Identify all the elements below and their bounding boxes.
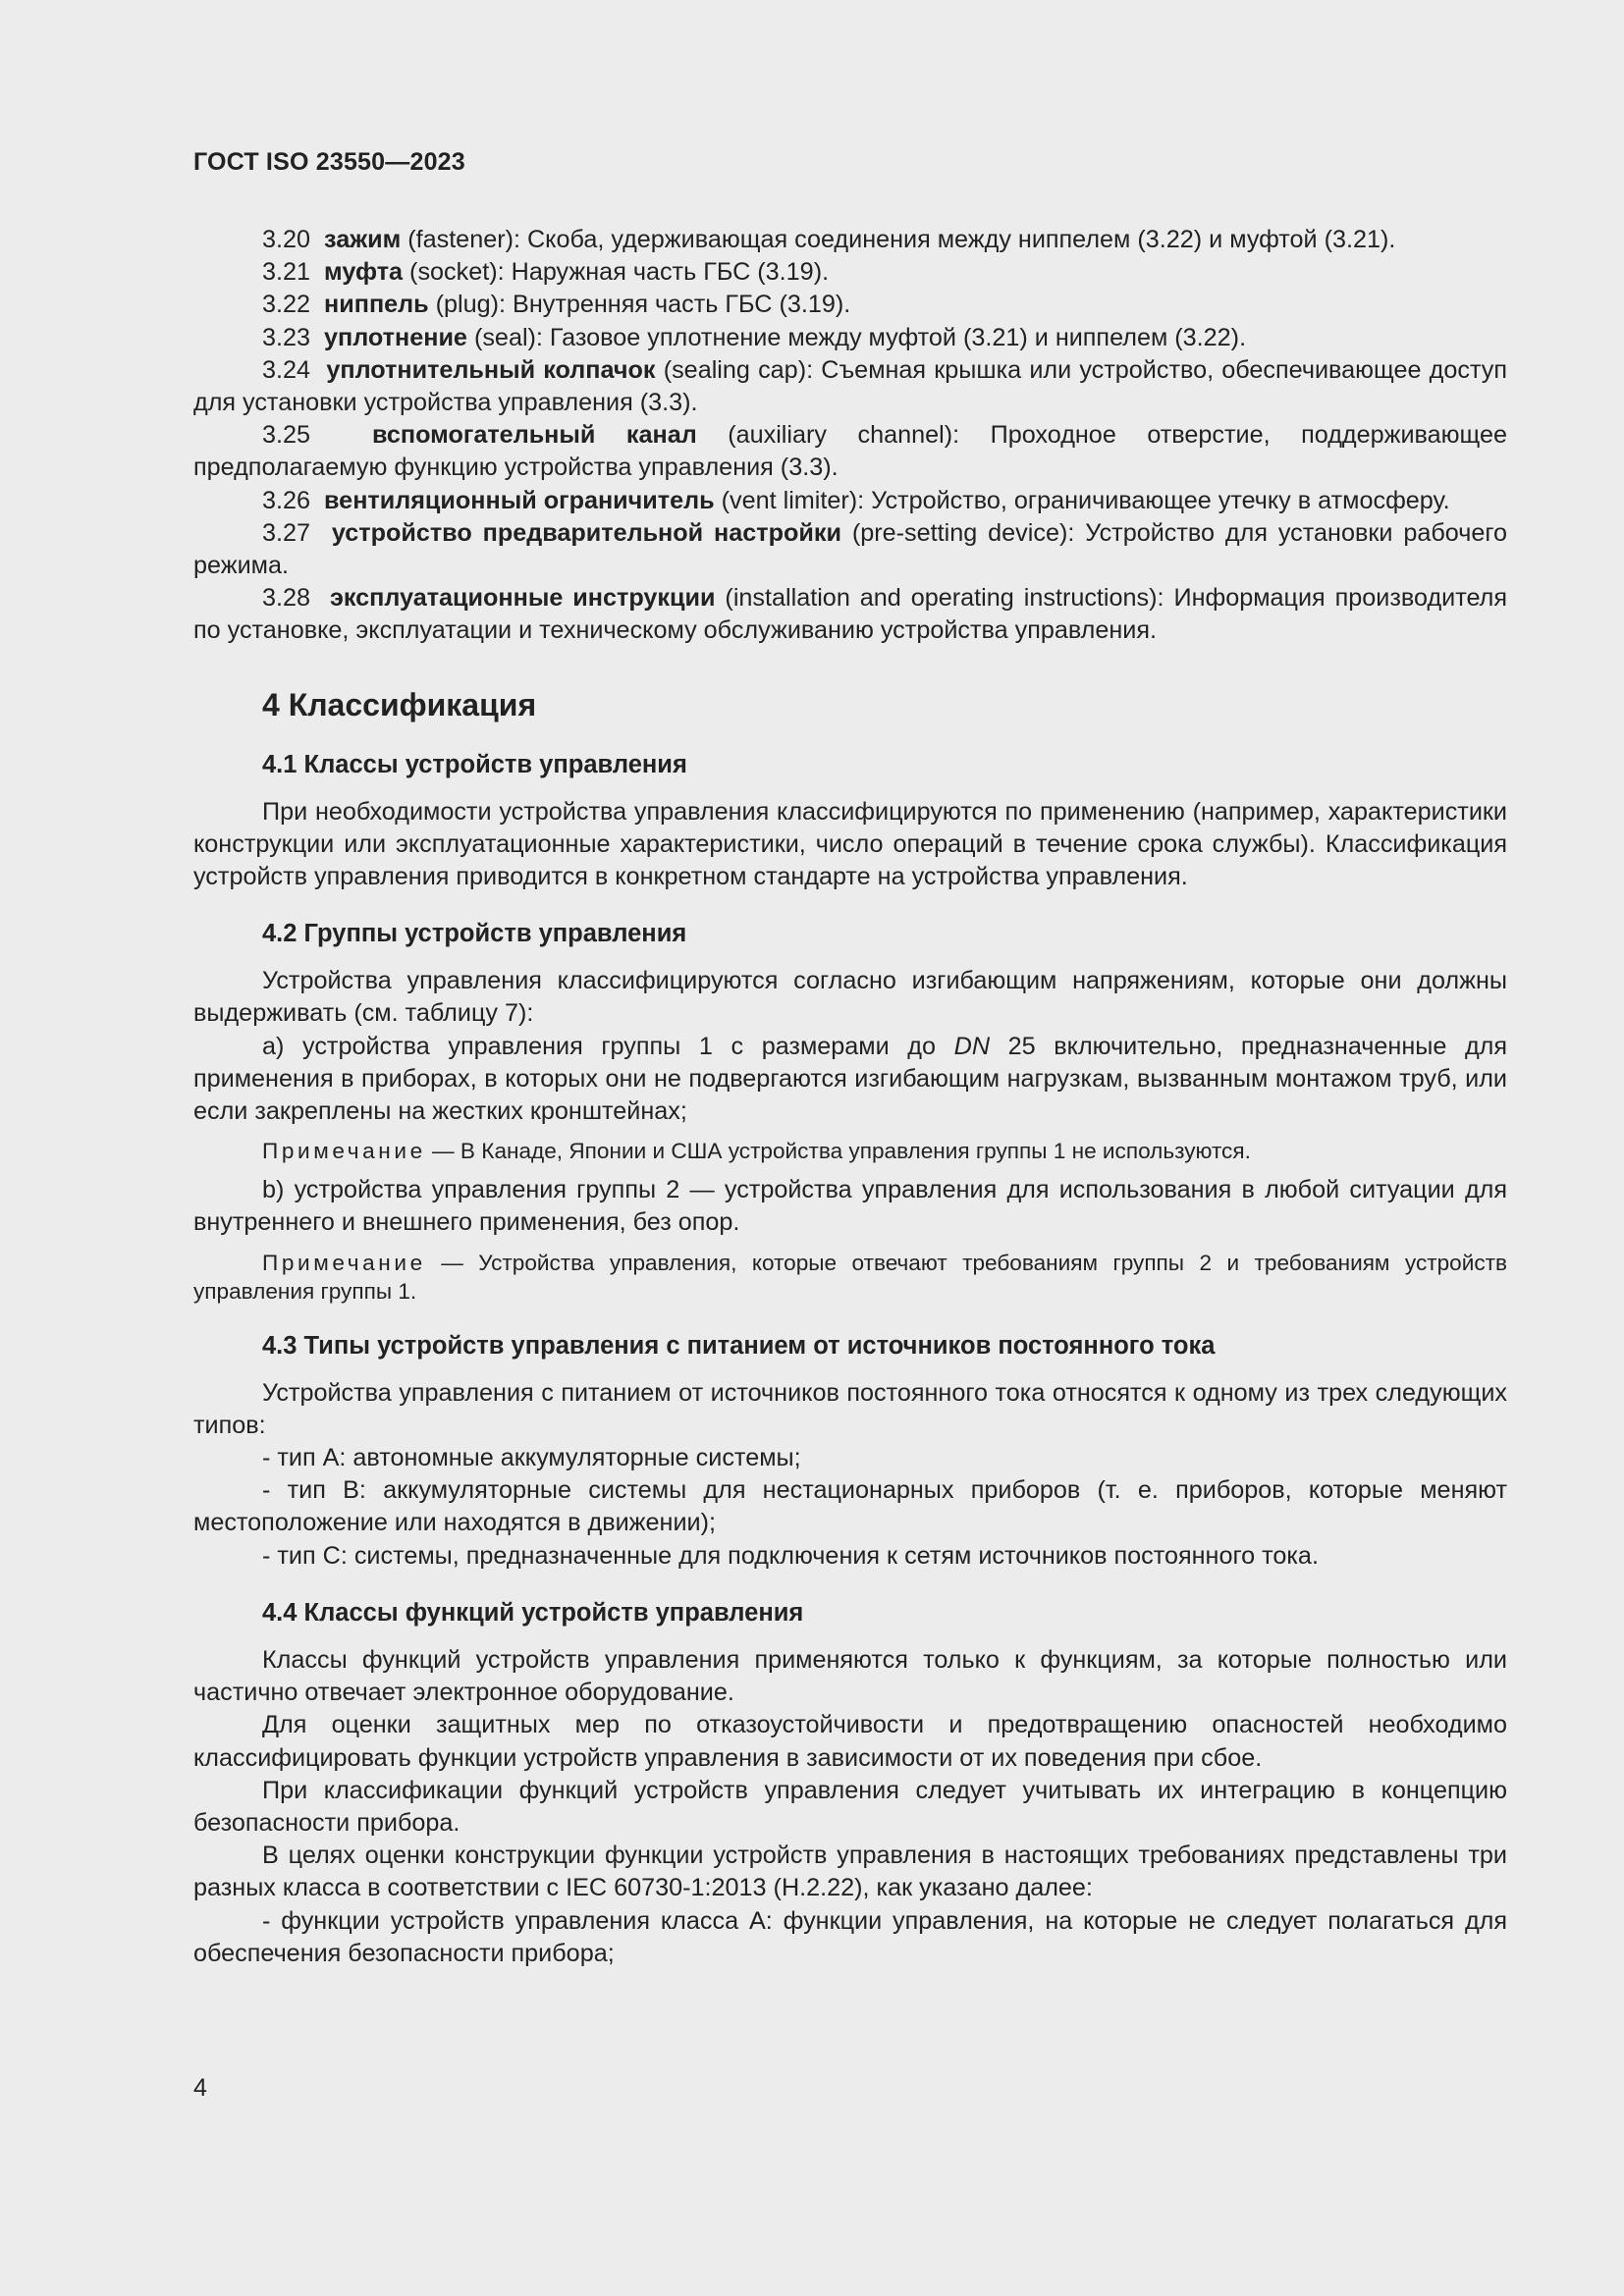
list-item-b: b) устройства управления группы 2 — устройства управления для использования в любой ситуации для внутреннего и внешнего применения, без опор. [193,1176,1507,1237]
term-name: ниппель [324,291,429,319]
note [193,1249,1507,1306]
paragraph: Классы функций устройств управления применяются только к функциям, за которые полностью или частично отвечает электронное оборудование. [193,1645,1507,1707]
term-name: муфта [324,258,404,287]
term-number: 3.28 [262,584,311,613]
list-item: - тип С: системы, предназначенные для подключения к сетям источников постоянного тока. [262,1541,1319,1570]
list-item: - тип А: автономные аккумуляторные системы; [262,1444,801,1472]
paragraph: Для оценки защитных мер по отказоустойчивости и предотвращению опасностей необходимо классифицировать функции устройств управления в зависимости от их поведения при сбое. [193,1711,1507,1772]
paragraph: Устройства управления классифицируются согласно изгибающим напряжениям, которые они должны выдерживать (см. таблицу 7): [193,967,1507,1028]
note-label: Примечание [262,1139,426,1164]
content [193,224,1507,1970]
subsection-heading: 4.2 Группы устройств управления [262,920,687,948]
term-name: уплотнительный колпачок [326,355,656,384]
subsection-heading: 4.4 Классы функций устройств управления [262,1598,804,1627]
list-item: - функции устройств управления класса А: функции управления, на которые не следует полагаться для обеспечения безопасности прибора; [193,1906,1507,1967]
paragraph: В целях оценки конструкции функции устройств управления в настоящих требованиях представлены три разных класса в соответствии с IEC 60730-1:2013 (Н.2.22), как указано далее: [193,1842,1507,1902]
term-definition: (plug): Внутренняя часть ГБС (3.19). [428,291,851,319]
term-number: 3.23 [262,323,311,351]
list-item-a [193,1031,1507,1129]
term-name: зажим [324,226,402,253]
term-entry [193,322,1507,354]
term-entry [193,582,1507,647]
term-entry [193,485,1507,517]
term-number: 3.21 [262,258,311,287]
paragraph: При необходимости устройства управления классифицируются по применению (например, характеристики конструкции или эксплуатационные характеристики, число операций в течение срока службы). Классификация устройств управления приводится в конкретном стандарте на устройства управления. [193,797,1507,891]
term-definition: (socket): Наружная часть ГБС (3.19). [403,258,830,287]
note-text: — Устройства управления, которые отвечают требованиям группы 2 и требованиям устройств управления группы 1. [193,1250,1507,1304]
term-definition: (installation and operating instructions): Информация производителя по установке, эксплуатации и техническому обслуживанию устройства управления. [193,584,1507,645]
list-item: - тип В: аккумуляторные системы для нестационарных приборов (т. е. приборов, которые меняют местоположение или находятся в движении); [193,1476,1507,1537]
term-entry [193,289,1507,321]
term-entry [193,354,1507,419]
term-name: вспомогательный канал [372,421,697,450]
term-definition: (auxiliary channel): Проходное отверстие, поддерживающее предполагаемую функцию устройства управления (3.3). [193,421,1507,482]
term-entry [193,419,1507,484]
term-definition: (seal): Газовое уплотнение между муфтой (3.21) и ниппелем (3.22). [466,323,1247,351]
list-item-text: 25 включительно, предназначенные для применения в приборах, в которых они не подвергаются изгибающим нагрузкам, вызванным монтажом труб, или если закреплены на жестких кронштейнах; [193,1032,1507,1126]
term-definition: (fastener): Скоба, удерживающая соединения между ниппелем (3.22) и муфтой (3.21). [401,226,1396,253]
term-definition: (vent limiter): Устройство, ограничивающее утечку в атмосферу. [714,486,1450,514]
term-number: 3.27 [262,518,311,547]
term-number: 3.24 [262,355,311,384]
subsection-heading: 4.1 Классы устройств управления [262,750,687,778]
term-definition: (sealing cap): Съемная крышка или устройство, обеспечивающее доступ для установки устройства управления (3.3). [193,355,1508,417]
term-name: вентиляционный ограничитель [324,486,715,514]
note [193,1137,1507,1165]
note-label: Примечание [262,1250,426,1275]
section-heading: 4 Классификация [262,686,537,722]
terms-list [193,224,1507,648]
term-entry [193,256,1507,289]
note-text: — В Канаде, Японии и США устройства управления группы 1 не используются. [425,1139,1251,1164]
dn-symbol: DN [953,1032,991,1060]
term-name: эксплуатационные инструкции [329,584,716,613]
term-number: 3.22 [262,291,311,319]
subsection-heading: 4.3 Типы устройств управления с питанием от источников постоянного тока [262,1331,1216,1360]
document-header: ГОСТ ISO 23550—2023 [193,148,465,176]
term-number: 3.26 [262,486,311,514]
term-definition: (pre-setting device): Устройство для установки рабочего режима. [193,518,1507,580]
list-item-text: a) устройства управления группы 1 с размерами до [262,1032,954,1060]
term-number: 3.25 [262,421,311,450]
term-entry [193,224,1507,256]
term-name: устройство предварительной настройки [331,518,841,547]
term-number: 3.20 [262,226,311,253]
page-number: 4 [193,2074,207,2102]
term-entry [193,517,1507,582]
term-name: уплотнение [324,323,467,351]
paragraph: При классификации функций устройств управления следует учитывать их интеграцию в концепцию безопасности прибора. [193,1776,1507,1837]
paragraph: Устройства управления с питанием от источников постоянного тока относятся к одному из трех следующих типов: [193,1378,1507,1439]
